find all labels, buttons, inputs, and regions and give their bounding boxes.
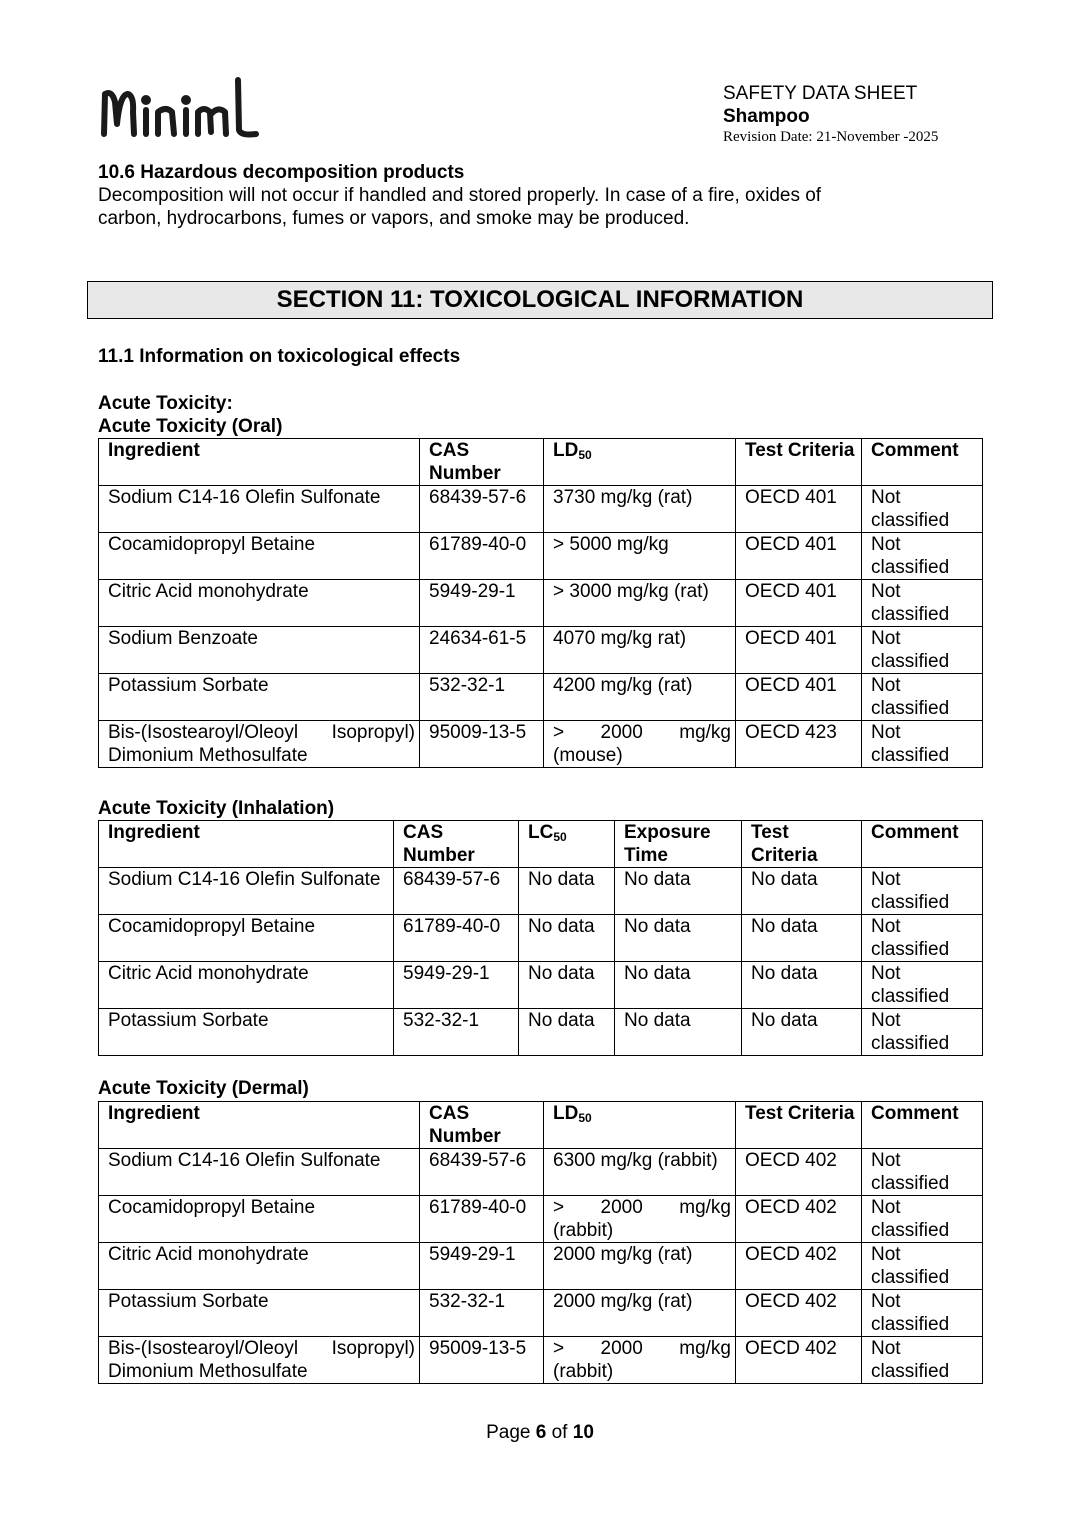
- cell-comment: Not classified: [862, 674, 983, 721]
- cell-exposure-time: No data: [615, 868, 742, 915]
- cell-comment: Not classified: [862, 1009, 983, 1056]
- cell-comment: Not classified: [862, 721, 983, 768]
- cell-ingredient: Citric Acid monohydrate: [99, 580, 420, 627]
- cell-comment: Not classified: [862, 1243, 983, 1290]
- cell-ld50: > 3000 mg/kg (rat): [544, 580, 736, 627]
- table-row: [99, 1243, 983, 1290]
- cell-ingredient: Sodium C14-16 Olefin Sulfonate: [99, 486, 420, 533]
- inhalation-toxicity-table: [98, 820, 983, 1056]
- acute-toxicity-label: Acute Toxicity:: [98, 393, 233, 414]
- table-header-row: [99, 821, 983, 868]
- table-header-row: [99, 1102, 983, 1149]
- cell-ingredient: Sodium C14-16 Olefin Sulfonate: [99, 1149, 420, 1196]
- cell-ingredient: Bis-(Isostearoyl/Oleoyl Isopropyl) Dimonium Methosulfate: [99, 721, 420, 768]
- cell-ingredient: Citric Acid monohydrate: [99, 962, 394, 1009]
- cell-test-criteria: No data: [742, 962, 862, 1009]
- cell-test-criteria: OECD 402: [736, 1243, 862, 1290]
- table-row: [99, 1149, 983, 1196]
- page-footer: [0, 1421, 1080, 1444]
- page-number: 6: [535, 1422, 547, 1443]
- cell-test-criteria: OECD 402: [736, 1149, 862, 1196]
- table-row: [99, 1290, 983, 1337]
- cell-cas: 61789-40-0: [394, 915, 519, 962]
- cell-comment: Not classified: [862, 962, 983, 1009]
- document-header: [723, 82, 938, 147]
- cell-lc50: No data: [519, 1009, 615, 1056]
- cell-cas: 61789-40-0: [420, 1196, 544, 1243]
- cell-cas: 68439-57-6: [420, 1149, 544, 1196]
- cell-test-criteria: OECD 401: [736, 580, 862, 627]
- cell-test-criteria: OECD 401: [736, 486, 862, 533]
- table-row: [99, 674, 983, 721]
- col-header-comment: Comment: [862, 821, 983, 868]
- total-pages: 10: [572, 1422, 594, 1443]
- table-row: [99, 486, 983, 533]
- cell-test-criteria: OECD 401: [736, 533, 862, 580]
- table-header-row: [99, 439, 983, 486]
- table-row: [99, 580, 983, 627]
- revision-date: Revision Date: 21-November -2025: [723, 129, 939, 145]
- table-row: [99, 962, 983, 1009]
- inhalation-table-label: Acute Toxicity (Inhalation): [98, 798, 335, 819]
- dermal-toxicity-table: [98, 1101, 983, 1384]
- cell-ingredient: Potassium Sorbate: [99, 1290, 420, 1337]
- cell-test-criteria: OECD 402: [736, 1337, 862, 1384]
- document-title: SAFETY DATA SHEET: [723, 83, 918, 104]
- cell-lc50: No data: [519, 915, 615, 962]
- section-11-1-heading: 11.1 Information on toxicological effects: [98, 346, 461, 367]
- cell-comment: Not classified: [862, 533, 983, 580]
- cell-comment: Not classified: [862, 868, 983, 915]
- cell-ld50: > 2000 mg/kg (rabbit): [544, 1196, 736, 1243]
- col-header-ingredient: Ingredient: [99, 821, 394, 868]
- cell-cas: 532-32-1: [420, 1290, 544, 1337]
- cell-cas: 68439-57-6: [420, 486, 544, 533]
- cell-cas: 68439-57-6: [394, 868, 519, 915]
- cell-test-criteria: OECD 401: [736, 627, 862, 674]
- col-header-cas: CAS Number: [420, 1102, 544, 1149]
- cell-test-criteria: OECD 423: [736, 721, 862, 768]
- cell-lc50: No data: [519, 868, 615, 915]
- cell-exposure-time: No data: [615, 915, 742, 962]
- cell-cas: 24634-61-5: [420, 627, 544, 674]
- cell-cas: 532-32-1: [420, 674, 544, 721]
- cell-ld50: 4070 mg/kg rat): [544, 627, 736, 674]
- col-header-ingredient: Ingredient: [99, 1102, 420, 1149]
- cell-exposure-time: No data: [615, 962, 742, 1009]
- col-header-exposure-time: Exposure Time: [615, 821, 742, 868]
- cell-exposure-time: No data: [615, 1009, 742, 1056]
- section-10-6: [98, 161, 898, 230]
- col-header-cas: CAS Number: [394, 821, 519, 868]
- cell-ingredient: Cocamidopropyl Betaine: [99, 533, 420, 580]
- cell-test-criteria: No data: [742, 1009, 862, 1056]
- dermal-table-label: Acute Toxicity (Dermal): [98, 1078, 309, 1099]
- cell-cas: 5949-29-1: [420, 580, 544, 627]
- cell-test-criteria: OECD 402: [736, 1290, 862, 1337]
- cell-ingredient: Sodium C14-16 Olefin Sulfonate: [99, 868, 394, 915]
- section-10-6-text-line1: Decomposition will not occur if handled and stored properly. In case of a fire, oxides of: [98, 185, 822, 206]
- cell-test-criteria: OECD 402: [736, 1196, 862, 1243]
- table-row: [99, 533, 983, 580]
- cell-ingredient: Bis-(Isostearoyl/Oleoyl Isopropyl) Dimonium Methosulfate: [99, 1337, 420, 1384]
- cell-ld50: 2000 mg/kg (rat): [544, 1290, 736, 1337]
- cell-ld50: > 2000 mg/kg (rabbit): [544, 1337, 736, 1384]
- cell-test-criteria: No data: [742, 915, 862, 962]
- col-header-ld50: $LD_{50}$: [544, 439, 736, 486]
- cell-cas: 532-32-1: [394, 1009, 519, 1056]
- miniml-logo: [98, 72, 268, 147]
- cell-ingredient: Citric Acid monohydrate: [99, 1243, 420, 1290]
- cell-ld50: 4200 mg/kg (rat): [544, 674, 736, 721]
- cell-test-criteria: No data: [742, 868, 862, 915]
- oral-toxicity-table: [98, 438, 983, 768]
- col-header-test-criteria: Test Criteria: [736, 439, 862, 486]
- oral-table-label: Acute Toxicity (Oral): [98, 416, 283, 437]
- cell-ld50: 6300 mg/kg (rabbit): [544, 1149, 736, 1196]
- section-10-6-heading: 10.6 Hazardous decomposition products: [98, 162, 465, 183]
- table-row: [99, 1337, 983, 1384]
- cell-ld50: > 2000 mg/kg (mouse): [544, 721, 736, 768]
- table-row: [99, 1009, 983, 1056]
- cell-comment: Not classified: [862, 627, 983, 674]
- cell-ingredient: Potassium Sorbate: [99, 1009, 394, 1056]
- cell-comment: Not classified: [862, 1149, 983, 1196]
- cell-cas: 5949-29-1: [394, 962, 519, 1009]
- col-header-test-criteria: Test Criteria: [736, 1102, 862, 1149]
- cell-comment: Not classified: [862, 915, 983, 962]
- cell-ld50: > 5000 mg/kg: [544, 533, 736, 580]
- table-row: [99, 1196, 983, 1243]
- cell-cas: 61789-40-0: [420, 533, 544, 580]
- col-header-comment: Comment: [862, 1102, 983, 1149]
- col-header-comment: Comment: [862, 439, 983, 486]
- cell-comment: Not classified: [862, 1290, 983, 1337]
- cell-ingredient: Sodium Benzoate: [99, 627, 420, 674]
- table-row: [99, 915, 983, 962]
- cell-comment: Not classified: [862, 486, 983, 533]
- cell-ld50: 2000 mg/kg (rat): [544, 1243, 736, 1290]
- section-10-6-text-line2: carbon, hydrocarbons, fumes or vapors, and smoke may be produced.: [98, 208, 690, 229]
- cell-ingredient: Cocamidopropyl Betaine: [99, 915, 394, 962]
- col-header-test-criteria: Test Criteria: [742, 821, 862, 868]
- cell-comment: Not classified: [862, 1196, 983, 1243]
- cell-cas: 95009-13-5: [420, 1337, 544, 1384]
- cell-comment: Not classified: [862, 1337, 983, 1384]
- col-header-ld50: $LD_{50}$: [544, 1102, 736, 1149]
- col-header-lc50: $LC_{50}$: [519, 821, 615, 868]
- product-name: Shampoo: [723, 106, 810, 127]
- col-header-cas: CAS Number: [420, 439, 544, 486]
- table-row: [99, 868, 983, 915]
- page-word: Page: [486, 1422, 531, 1443]
- cell-lc50: No data: [519, 962, 615, 1009]
- cell-ingredient: Potassium Sorbate: [99, 674, 420, 721]
- section-11-banner: SECTION 11: TOXICOLOGICAL INFORMATION: [87, 281, 993, 319]
- table-row: [99, 627, 983, 674]
- cell-ingredient: Cocamidopropyl Betaine: [99, 1196, 420, 1243]
- cell-cas: 5949-29-1: [420, 1243, 544, 1290]
- col-header-ingredient: Ingredient: [99, 439, 420, 486]
- cell-cas: 95009-13-5: [420, 721, 544, 768]
- table-row: [99, 721, 983, 768]
- cell-comment: Not classified: [862, 580, 983, 627]
- cell-ld50: 3730 mg/kg (rat): [544, 486, 736, 533]
- cell-test-criteria: OECD 401: [736, 674, 862, 721]
- of-word: of: [551, 1422, 568, 1443]
